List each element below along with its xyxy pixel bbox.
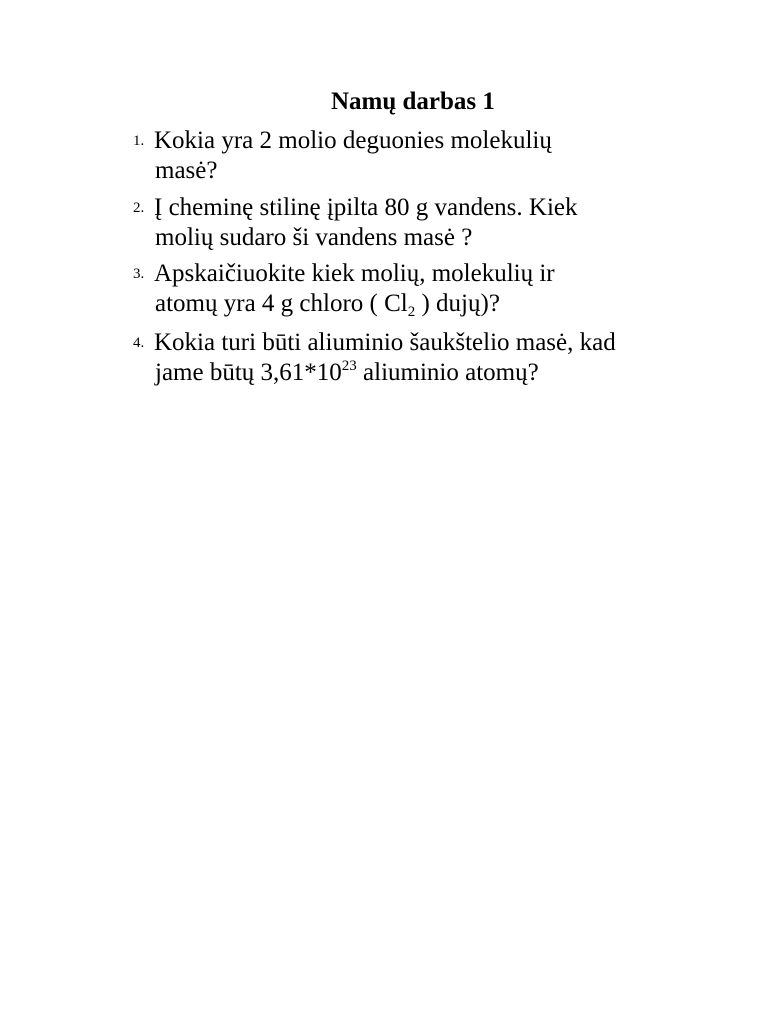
question-line: Į cheminę stilinę įpilta 80 g vandens. Kiek: [154, 194, 578, 221]
exponent-superscript: 23: [341, 358, 357, 374]
question-number: 3.: [133, 266, 145, 282]
question-line: molių sudaro ši vandens masė ?: [155, 224, 473, 251]
question-number: 1.: [133, 133, 145, 149]
question-line: [154, 289, 754, 319]
question-number: 2.: [133, 200, 145, 216]
question-text: [154, 193, 754, 253]
question-line: [154, 358, 754, 388]
question-line-part: jame būtų 3,61*10: [155, 359, 342, 386]
question-line-part: ) dujų)?: [415, 290, 500, 317]
question-line-part: aliuminio atomų?: [356, 359, 539, 386]
question-text: [154, 328, 754, 388]
question-text: [154, 259, 754, 319]
page-title: Namų darbas 1: [331, 88, 495, 115]
question-line: Apskaičiuokite kiek molių, molekulių ir: [154, 260, 555, 287]
question-line: masė?: [155, 157, 218, 184]
question-text: [154, 126, 754, 186]
chemical-subscript: 2: [407, 304, 416, 320]
question-line: Kokia yra 2 molio deguonies molekulių: [154, 127, 552, 154]
question-number: 4.: [133, 335, 145, 351]
question-line: Kokia turi būti aliuminio šaukštelio masė, kad: [154, 329, 616, 356]
question-line-part: atomų yra 4 g chloro ( Cl: [155, 290, 408, 317]
